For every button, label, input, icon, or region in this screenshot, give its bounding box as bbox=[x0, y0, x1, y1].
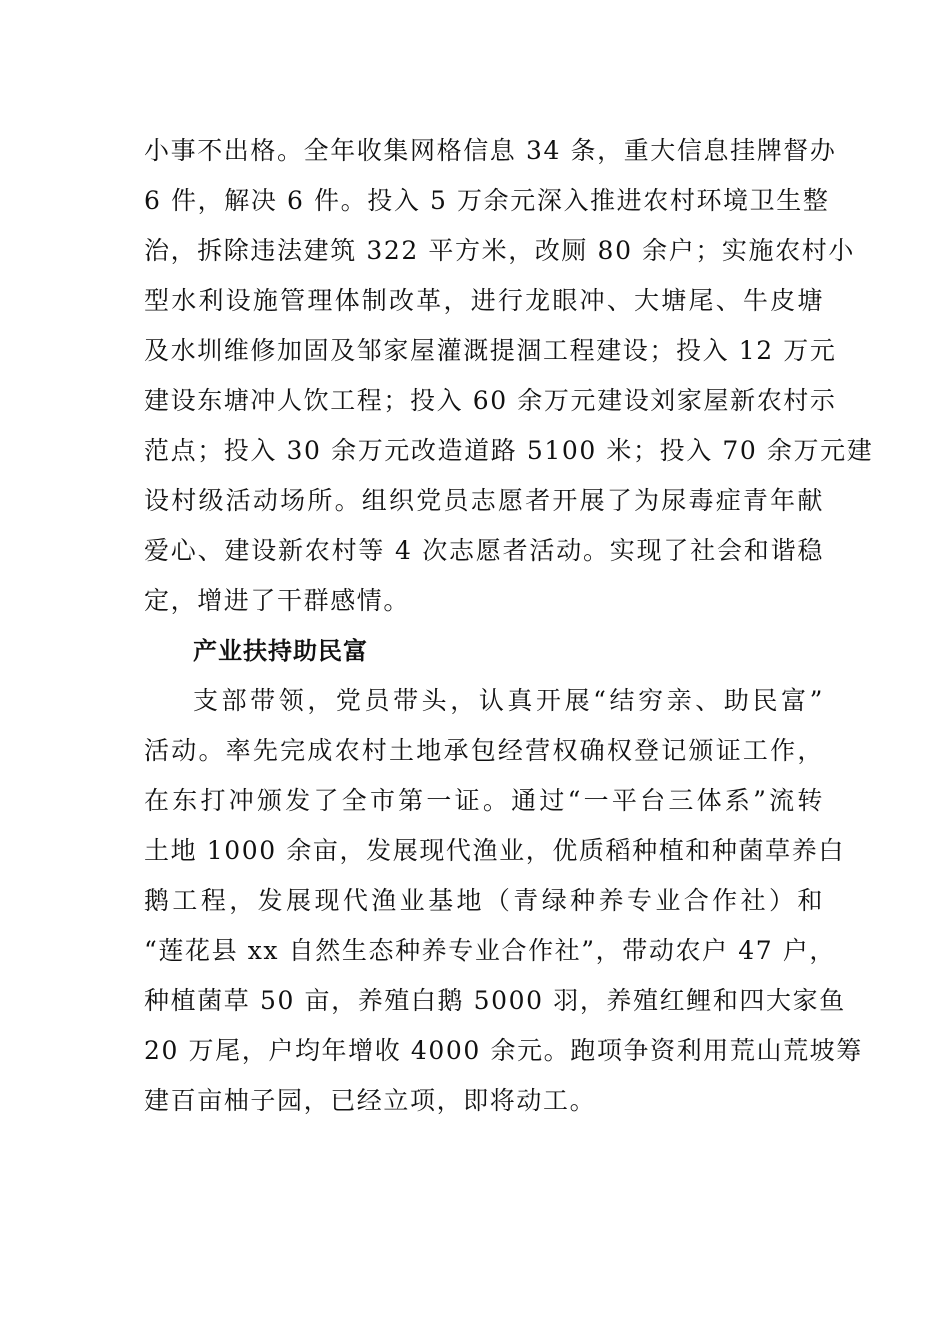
paragraph-line: 定，增进了干群感情。 bbox=[144, 586, 411, 615]
paragraph-line: 种植菌草 50 亩，养殖白鹅 5000 羽，养殖红鲤和四大家鱼 bbox=[144, 986, 846, 1015]
paragraph-line: 型水利设施管理体制改革，进行龙眼冲、大塘尾、牛皮塘 bbox=[144, 286, 824, 315]
paragraph-line: 爱心、建设新农村等 4 次志愿者活动。实现了社会和谐稳 bbox=[144, 536, 824, 565]
paragraph-line: 建百亩柚子园，已经立项，即将动工。 bbox=[144, 1086, 597, 1115]
paragraph-line: 土地 1000 余亩，发展现代渔业，优质稻种植和种菌草养白 bbox=[144, 836, 845, 865]
paragraph-line: 建设东塘冲人饮工程；投入 60 余万元建设刘家屋新农村示 bbox=[144, 386, 837, 415]
paragraph-line: 小事不出格。全年收集网格信息 34 条，重大信息挂牌督办 bbox=[144, 136, 837, 165]
paragraph-line: 6 件，解决 6 件。投入 5 万余元深入推进农村环境卫生整 bbox=[144, 186, 830, 215]
paragraph-line: 设村级活动场所。组织党员志愿者开展了为尿毒症青年献 bbox=[144, 486, 824, 515]
paragraph-line: 及水圳维修加固及邹家屋灌溉提涸工程建设；投入 12 万元 bbox=[144, 336, 837, 365]
paragraph-line: 在东打冲颁发了全市第一证。通过“一平台三体系”流转 bbox=[144, 786, 824, 815]
paragraph-line: “莲花县 xx 自然生态种养专业合作社”，带动农户 47 户， bbox=[144, 936, 836, 965]
section-heading: 产业扶持助民富 bbox=[193, 637, 368, 665]
paragraph-line: 支部带领，党员带头，认真开展“结穷亲、助民富” bbox=[193, 686, 824, 715]
paragraph-line: 治，拆除违法建筑 322 平方米，改厕 80 余户；实施农村小 bbox=[144, 236, 855, 265]
paragraph-line: 范点；投入 30 余万元改造道路 5100 米；投入 70 余万元建 bbox=[144, 436, 874, 465]
paragraph-line: 鹅工程，发展现代渔业基地（青绿种养专业合作社）和 bbox=[144, 886, 824, 915]
paragraph-line: 活动。率先完成农村土地承包经营权确权登记颁证工作， bbox=[144, 736, 824, 765]
paragraph-line: 20 万尾，户均年增收 4000 余元。跑项争资利用荒山荒坡筹 bbox=[144, 1036, 863, 1065]
